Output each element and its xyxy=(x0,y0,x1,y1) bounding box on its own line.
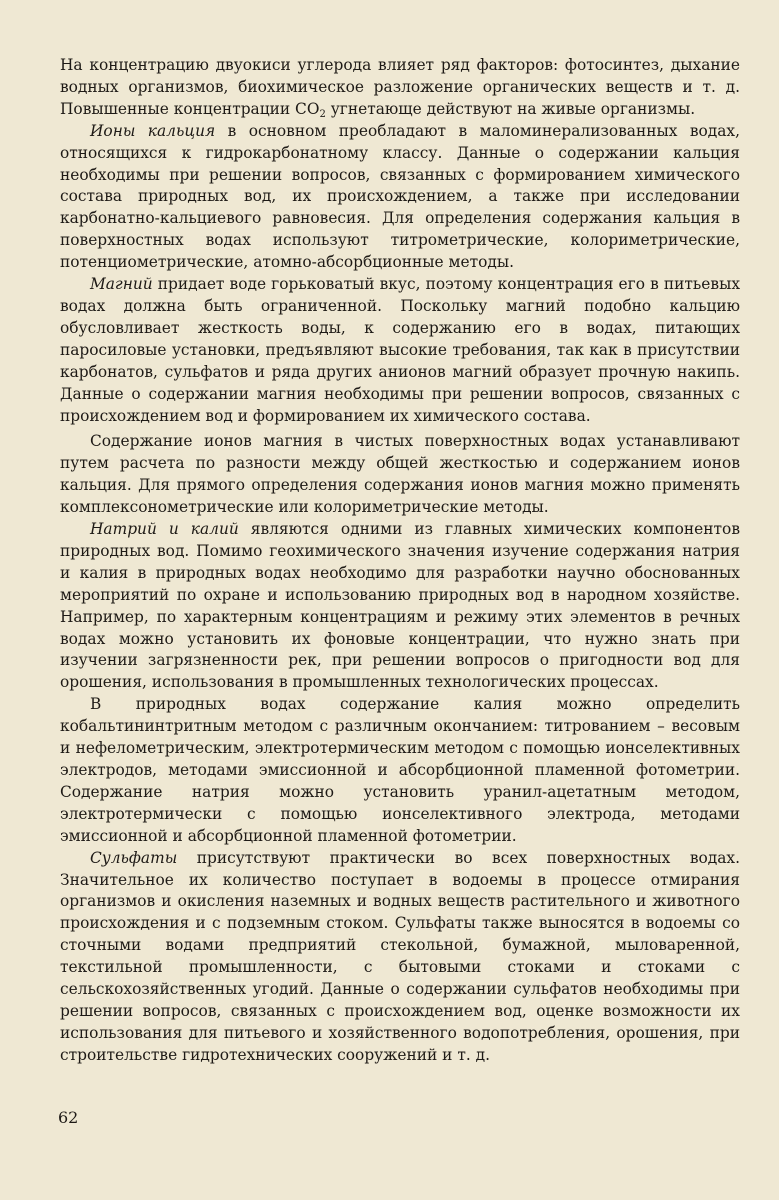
paragraph-lead-term: Натрий и калий xyxy=(90,520,239,539)
paragraph-text-tail: угнетающе действуют на живые организмы. xyxy=(325,99,696,118)
paragraph-magnesium xyxy=(60,274,740,427)
paragraph-lead-term: Ионы кальция xyxy=(90,121,216,140)
page-number: 62 xyxy=(58,1108,79,1127)
body-text xyxy=(60,55,740,1067)
paragraph-text: в основном преобладают в маломинерализованных водах, относящихся к гидрокарбонатному классу. Данные о содержании кальция необходимы при решении вопросов, связанных с формированием химического состава природных вод, их происхождением, а также при исследовании карбонатно-кальциевого равновесия. Для определения содержания кальция в поверхностных водах используют титрометрические, колориметрические, потенциометрические, атомно-абсорбционные методы. xyxy=(60,121,740,272)
paragraph-text: На концентрацию двуокиси углерода влияет ряд факторов: фотосинтез, дыхание водных организмов, биохимическое разложение органических веществ и т. д. Повышенные концентрации CO xyxy=(60,56,740,118)
paragraph-sodium-potassium xyxy=(60,519,740,694)
paragraph-calcium xyxy=(60,121,740,274)
paragraph-potassium-methods xyxy=(60,694,740,847)
paragraph-text: придает воде горьковатый вкус, поэтому концентрация его в питьевых водах должна быть ограниченной. Поскольку магний подобно кальцию обусловливает жесткость воды, к содержанию его в водах, питающих паросиловые установки, предъявляют высокие требования, так как в присутствии карбонатов, сульфатов и ряда других анионов магний образует прочную накипь. Данные о содержании магния необходимы при решении вопросов, связанных с происхождением вод и формированием их химического состава. xyxy=(60,275,740,425)
paragraph-text: являются одними из главных химических компонентов природных вод. Помимо геохимического значения изучение содержания натрия и калия в природных водах необходимо для разработки научно обоснованных мероприятий по охране и использованию природных вод в народном хозяйстве. Например, по характерным концентрациям и режиму этих элементов в речных водах можно установить их фоновые концентрации, что нужно знать при изучении загрязненности рек, при решении вопросов о пригодности вод для орошения, использования в промышленных технологических процессах. xyxy=(60,520,740,692)
subscript: 2 xyxy=(319,108,326,120)
paragraph-sulfates xyxy=(60,848,740,1067)
paragraph-text: присутствуют практически во всех поверхностных водах. Значительное их количество поступает в водоемы в процессе отмирания организмов и окисления наземных и водных веществ растительного и животного происхождения и с подземным стоком. Сульфаты также выносятся в водоемы со сточными водами предприятий стекольной, бумажной, мыловаренной, текстильной промышленности, с бытовыми стоками и стоками с сельскохозяйственных угодий. Данные о содержании сульфатов необходимы при решении вопросов, связанных с происхождением вод, оценке возможности их использования для питьевого и хозяйственного водопотребления, орошения, при строительстве гидротехнических сооружений и т. д. xyxy=(60,848,740,1064)
paragraph-lead-term: Магний xyxy=(90,275,153,294)
paragraph-lead-term: Сульфаты xyxy=(90,848,178,867)
paragraph-text: Содержание ионов магния в чистых поверхностных водах устанавливают путем расчета по разности между общей жесткостью и содержанием ионов кальция. Для прямого определения содержания ионов магния можно применять комплексонометрические или колориметрические методы. xyxy=(60,432,740,517)
paragraph-magnesium-content xyxy=(60,431,740,519)
paragraph-carbon-dioxide xyxy=(60,55,740,121)
paragraph-text: В природных водах содержание калия можно определить кобальтининтритным методом с различным окончанием: титрованием – весовым и нефелометрическим, электротермическим методом с помощью ионселективных электродов, методами эмиссионной и абсорбционной пламенной фотометрии. Содержание натрия можно установить уранил-ацетатным методом, электротермически с помощью ионселективного электрода, методами эмиссионной и абсорбционной пламенной фотометрии. xyxy=(60,695,740,845)
